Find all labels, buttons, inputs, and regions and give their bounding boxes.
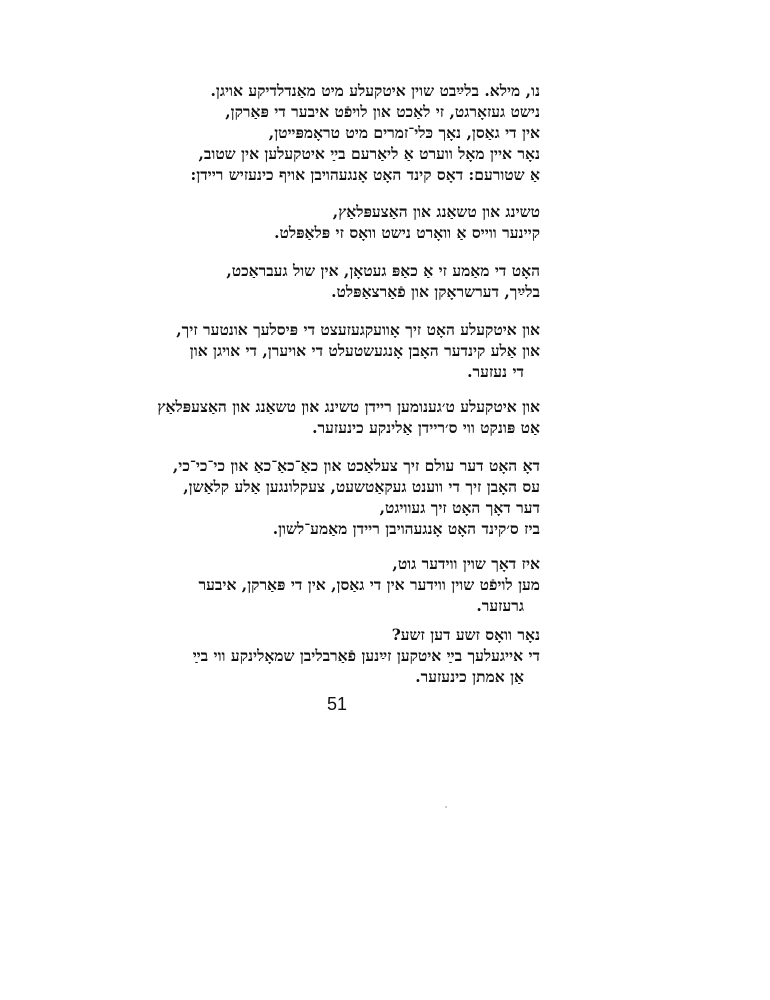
poem-line: דער דאָך האָט זיך געוויגט,: [379, 498, 540, 517]
stanza-1: [120, 80, 540, 185]
poem-line: אַט פּונקט ווי ס׳ריידן אַלינקע כינעזער.: [312, 418, 540, 437]
stanza-4: [120, 319, 540, 382]
scan-speck: [445, 806, 447, 808]
stanza-2: [120, 201, 540, 243]
poem-line: קיינער ווייס אַ וואָרט נישט וואָס זי פּלאַפּלט.: [274, 223, 540, 242]
poem-line: די אייגעלעך בײַ איטקען זײַנען פֿאַרבליבן שמאָלינקע ווי בײַ: [192, 646, 540, 665]
poem-line: אין די גאַסן, נאָך כּלי־זמרים מיט טראָמפּײטן,: [268, 123, 540, 142]
poem-line: נאָר איין מאָל ווערט אַ ליאַרעם בײַ איטקעלען אין שטוב,: [198, 144, 540, 163]
poem-line: אַ שטורעם: דאָס קינד האָט אָנגעהויבן אויף כינעזיש ריידן:: [190, 165, 540, 184]
poem-line: עס האָבן זיך די ווענט געקאַטשעט, צעקלונגען אַלע קלאַשן,: [183, 477, 540, 496]
poem-body: [120, 80, 540, 695]
poem-line: און אַלע קינדער האָבן אָנגעשטעלט די אויערן, די אויגן און: [189, 341, 540, 360]
stanza-3: [120, 260, 540, 302]
poem-line: נאָר וואָס זשע דען זשע?: [391, 625, 540, 644]
poem-line: בלײַך, דערשראָקן און פֿאַרצאַפּלט.: [331, 282, 540, 301]
poem-line-continuation: אַן אמתן כינעזער.: [415, 667, 524, 686]
poem-line: נישט געזאָרגט, זי לאַכט און לויפֿט איבער די פּאַרקן,: [225, 102, 540, 121]
poem-line-continuation: גרעזער.: [476, 596, 524, 615]
poem-line: נו, מילא. בלײַבט שוין איטקעלע מיט מאַנדלדיקע אויגן.: [210, 81, 540, 100]
poem-line: טשינג און טשאַנג און האַצעפּלאַץ,: [332, 202, 540, 221]
poem-line-continuation: די נעזער.: [467, 362, 524, 381]
poem-line: מען לויפֿט שוין ווידער אין די גאַסן, אין די פּאַרקן, איבער: [198, 575, 540, 594]
page-number: 51: [327, 694, 348, 714]
stanza-5: [120, 396, 540, 438]
poem-line: איז דאָך שוין ווידער גוט,: [392, 554, 540, 573]
stanza-6: [120, 455, 540, 539]
poem-line: ביז ס׳קינד האָט אָנגעהויבן ריידן מאַמע־לשון.: [272, 519, 540, 538]
stanza-8: [120, 624, 540, 687]
poem-line: דאָ האָט דער עולם זיך צעלאַכט און כאַ־כאַ־כאַ און כי־כי־כי,: [172, 456, 540, 475]
stanza-7: [120, 553, 540, 616]
poem-line: און איטקעלע האָט זיך אָוועקגעזעצט די פּיסלעך אונטער זיך,: [176, 320, 540, 339]
poem-line: און איטקעלע ט׳גענומען ריידן טשינג און טשאַנג און האַצעפּלאַץ: [157, 397, 540, 416]
poem-line: האָט די מאַמע זי אַ כאַפּ געטאָן, אין שול געבראַכט,: [226, 261, 540, 280]
